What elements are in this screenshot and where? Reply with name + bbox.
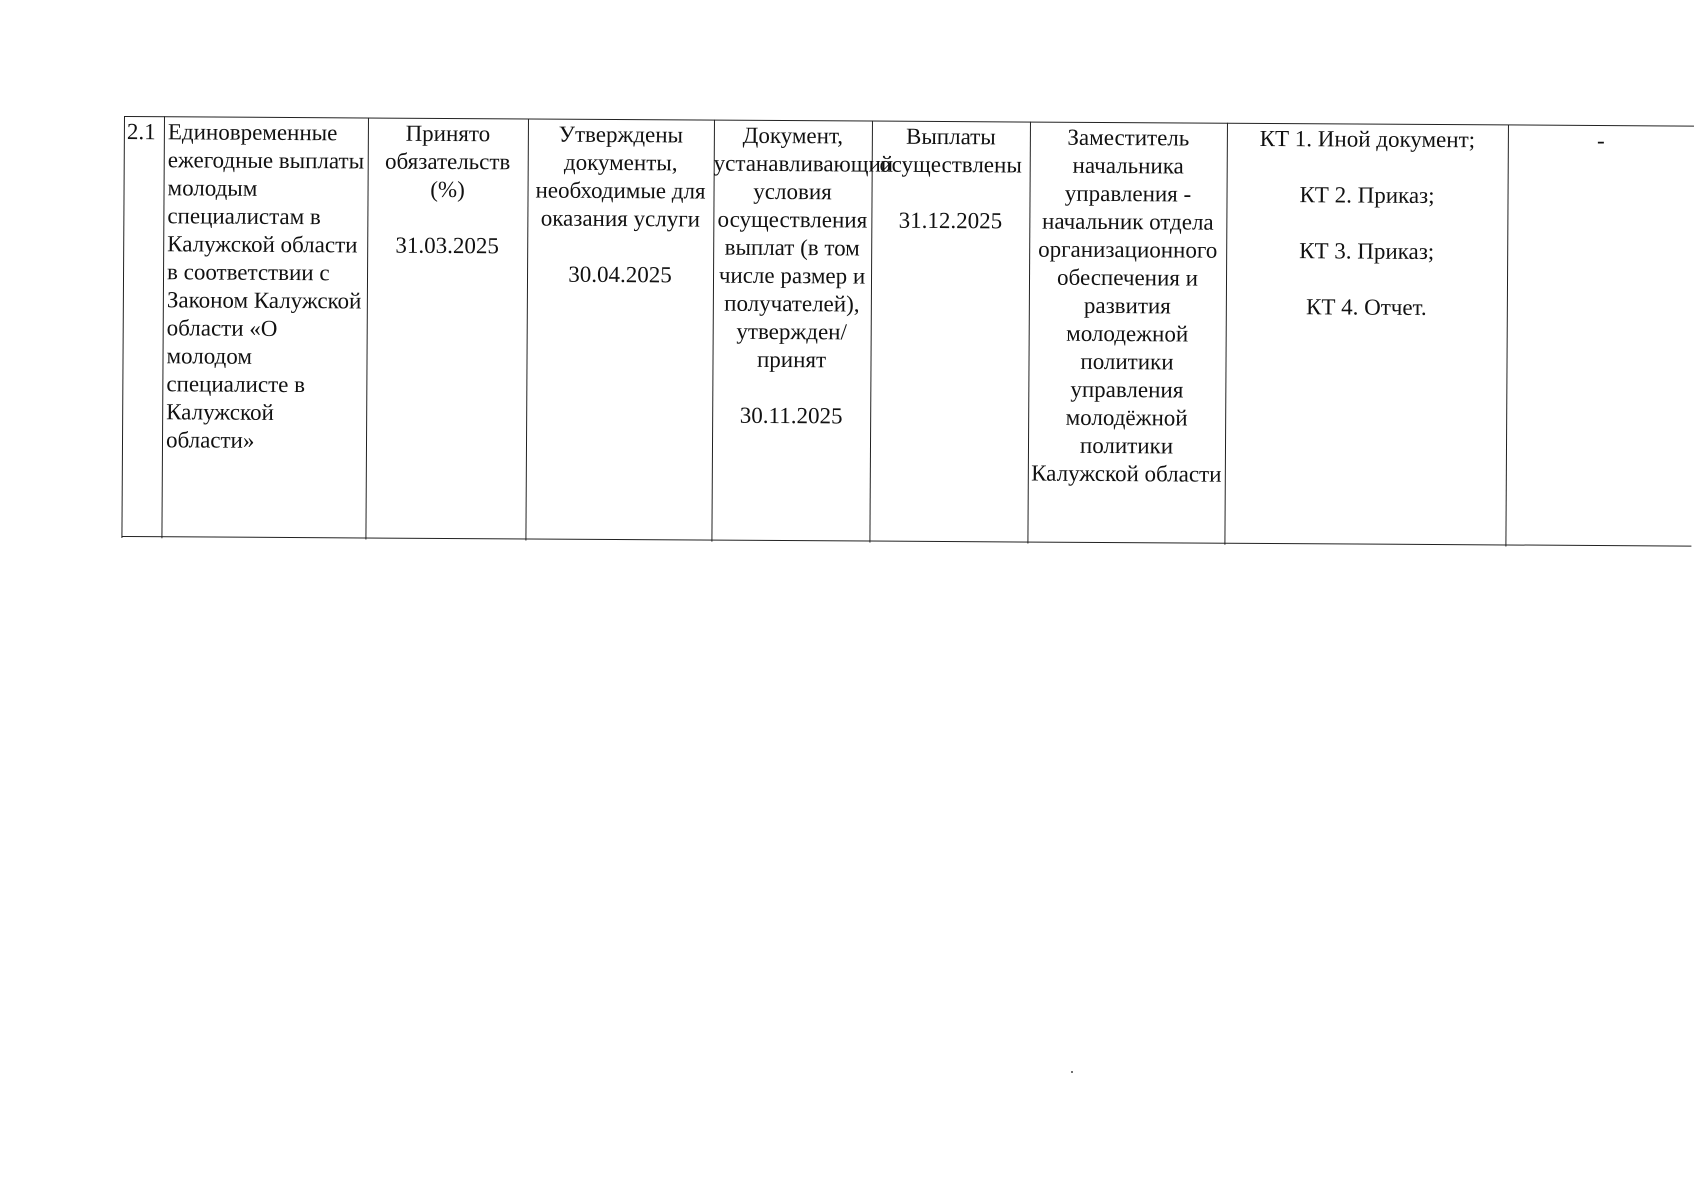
responsible-cell xyxy=(1027,122,1227,545)
responsible-person: Заместитель начальника управления - начальник отдела организационного обеспечения и развития молодежной политики управления молодёжной политики Калужской области xyxy=(1031,124,1222,487)
control-point-doc-1: КТ 1. Иной документ; xyxy=(1259,125,1476,153)
control-point-3-text: Выплаты осуществлены xyxy=(879,123,1022,178)
documents-cell xyxy=(1224,123,1508,547)
row-number: 2.1 xyxy=(126,119,156,145)
control-point-3-cell xyxy=(869,121,1030,544)
last-value: - xyxy=(1596,127,1605,154)
measure-name-cell xyxy=(161,116,368,539)
control-point-2-date: 30.11.2025 xyxy=(739,402,843,429)
control-point-2-text: Документ, устанавливающий условия осуществления выплат (в том числе размер и получателей), утвержден/принят xyxy=(713,122,894,373)
control-point-1-date: 30.04.2025 xyxy=(568,261,672,288)
control-point-doc-2: КТ 2. Приказ; xyxy=(1299,182,1435,209)
result-date: 31.03.2025 xyxy=(395,232,500,259)
control-point-doc-3: КТ 3. Приказ; xyxy=(1299,238,1435,265)
measure-name: Единовременные ежегодные выплаты молодым специалистам в Калужской области в соответствии с Законом Калужской области «О молодом специалисте в Калужской области» xyxy=(165,119,365,453)
result-text: Принято обязательств (%) xyxy=(385,120,511,203)
control-point-3-date: 31.12.2025 xyxy=(898,207,1003,234)
result-cell xyxy=(365,117,528,540)
last-cell xyxy=(1505,124,1694,547)
control-point-2-cell xyxy=(711,120,894,543)
control-point-1-cell xyxy=(525,118,714,541)
control-point-doc-4: КТ 4. Отчет. xyxy=(1305,294,1427,320)
plan-table xyxy=(121,116,1694,548)
scan-speck xyxy=(1071,1071,1073,1073)
row-number-cell xyxy=(121,116,164,538)
control-point-1-text: Утверждены документы, необходимые для оказания услуги xyxy=(535,121,706,232)
